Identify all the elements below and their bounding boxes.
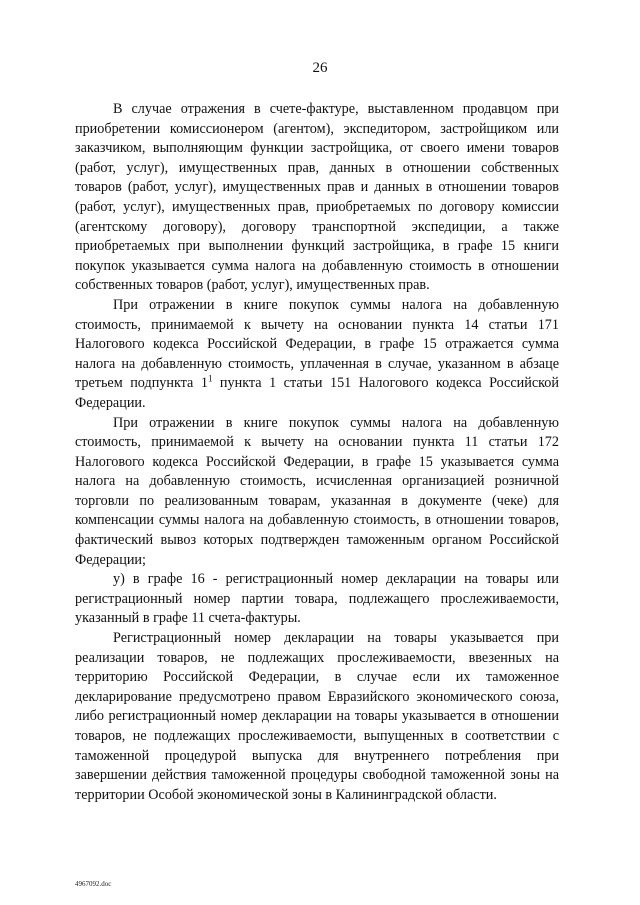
paragraph-1: В случае отражения в счете-фактуре, выставленном продавцом при приобретении комиссионером (агентом), экспедитором, застройщиком или заказчиком, выполняющим функции застройщика, от своего имени товаров (работ, услуг), имущественных прав, данных в отношении собственных товаров (работ, услуг), имущественных прав и данных в отношении товаров (работ, услуг), имущественных прав, приобретаемых по договору комиссии (агентскому договору), договору транспортной экспедиции, а также приобретаемых при выполнении функций застройщика, в графе 15 книги покупок указывается сумма налога на добавленную стоимость в отношении собственных товаров (работ, услуг), имущественных прав. [75,101,559,294]
paragraph-2 [75,296,559,414]
paragraph-3: При отражении в книге покупок суммы налога на добавленную стоимость, принимаемой к вычету на основании пункта 11 статьи 172 Налогового кодекса Российской Федерации, в графе 15 указывается сумма налога на добавленную стоимость, исчисленная организацией розничной торговли по реализованным товарам, указанная в документе (чеке) для компенсации суммы налога на добавленную стоимость, в отношении товаров, фактический вывоз которых подтвержден таможенным органом Российской Федерации; [75,414,559,568]
paragraph-2-text-before: При отражении в книге покупок суммы налога на добавленную стоимость, принимаемой к вычету на основании пункта 14 статьи 171 Налогового кодекса Российской Федерации, в графе 15 отражается сумма налога на добавленную стоимость, уплаченная в случае, указанном в абзаце третьем подпункта 1 [75,296,559,392]
document-code: 4967092.doc [75,880,112,888]
page-number: 26 [312,60,328,76]
paragraph-2-text-after: пункта 1 статьи 151 Налогового кодекса Российской Федерации. [75,375,559,411]
paragraph-4: у) в графе 16 - регистрационный номер декларации на товары или регистрационный номер партии товара, подлежащего прослеживаемости, указанный в графе 11 счета-фактуры. [75,571,559,627]
superscript-1: 1 [207,373,213,384]
document-body [75,100,559,805]
paragraph-5: Регистрационный номер декларации на товары указывается при реализации товаров, не подлежащих прослеживаемости, ввезенных на территорию Российской Федерации, в случае если их таможенное декларирование предусмотрено правом Евразийского экономического союза, либо регистрационный номер декларации на товары указывается в отношении товаров, не подлежащих прослеживаемости, выпущенных в соответствии с таможенной процедурой выпуска для внутреннего потребления при завершении действия таможенной процедуры свободной таможенной зоны на территории Особой экономической зоны в Калининградской области. [75,630,559,803]
